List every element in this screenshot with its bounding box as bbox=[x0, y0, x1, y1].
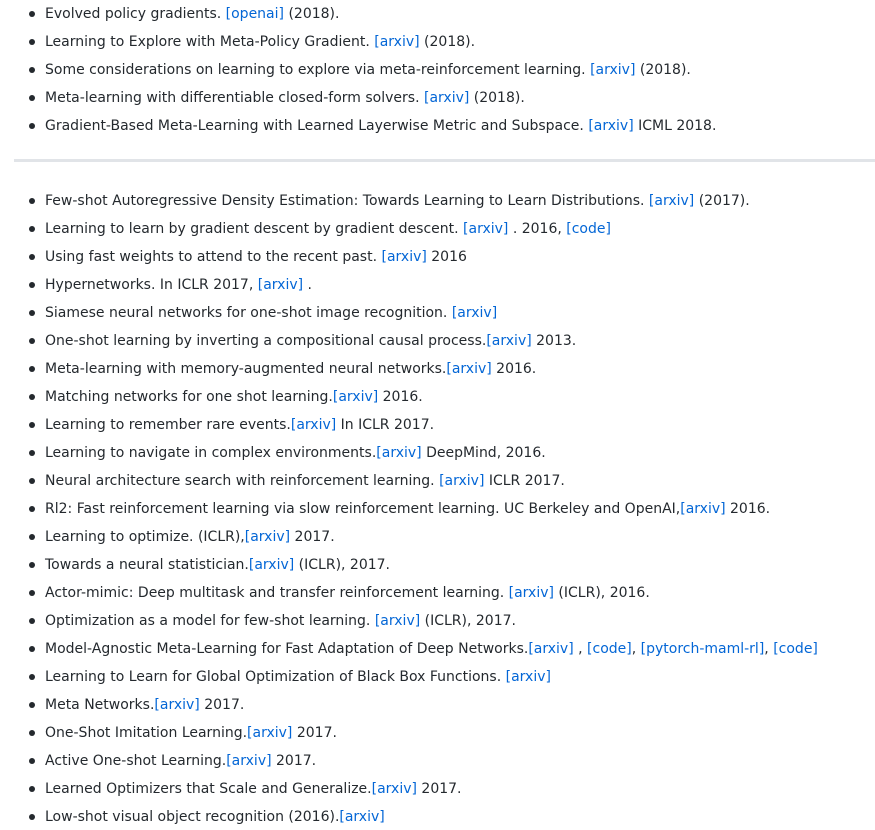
item-text: Meta-learning with differentiable closed-form solvers. bbox=[45, 90, 424, 106]
arxiv-link[interactable]: [arxiv] bbox=[247, 725, 293, 741]
arxiv-link[interactable]: [arxiv] bbox=[226, 753, 272, 769]
list-item bbox=[0, 439, 875, 467]
code-link[interactable]: [code] bbox=[587, 641, 632, 657]
list-item bbox=[0, 243, 875, 271]
list-item bbox=[0, 691, 875, 719]
item-text: (ICLR), 2017. bbox=[294, 557, 391, 573]
item-text: Meta-learning with memory-augmented neural networks. bbox=[45, 361, 447, 377]
item-text: Towards a neural statistician. bbox=[45, 557, 249, 573]
paper-list-bottom bbox=[0, 187, 875, 830]
item-text: (2017). bbox=[694, 193, 750, 209]
list-item bbox=[0, 495, 875, 523]
list-item bbox=[0, 327, 875, 355]
list-item bbox=[0, 803, 875, 830]
code-link[interactable]: [code] bbox=[566, 221, 611, 237]
item-text: Evolved policy gradients. bbox=[45, 6, 226, 22]
arxiv-link[interactable]: [arxiv] bbox=[590, 62, 636, 78]
item-text: Using fast weights to attend to the recent past. bbox=[45, 249, 382, 265]
arxiv-link[interactable]: [arxiv] bbox=[508, 585, 554, 601]
list-item bbox=[0, 187, 875, 215]
arxiv-link[interactable]: [arxiv] bbox=[648, 193, 695, 209]
item-text: Neural architecture search with reinforcement learning. bbox=[45, 473, 440, 489]
item-text: Hypernetworks. In ICLR 2017, bbox=[45, 277, 258, 293]
item-text: 2017. bbox=[271, 753, 317, 769]
list-item bbox=[0, 467, 875, 495]
item-text: Some considerations on learning to explore via meta-reinforcement learning. bbox=[45, 62, 591, 78]
horizontal-rule bbox=[14, 159, 875, 162]
list-item bbox=[0, 271, 875, 299]
arxiv-link[interactable]: [arxiv] bbox=[680, 501, 726, 517]
paper-list-top bbox=[0, 0, 875, 140]
arxiv-link[interactable]: [arxiv] bbox=[374, 34, 420, 50]
arxiv-link[interactable]: [arxiv] bbox=[257, 277, 304, 293]
arxiv-link[interactable]: [arxiv] bbox=[505, 669, 551, 685]
arxiv-link[interactable]: [arxiv] bbox=[332, 389, 379, 405]
arxiv-link[interactable]: [arxiv] bbox=[248, 557, 295, 573]
arxiv-link[interactable]: [arxiv] bbox=[528, 641, 574, 657]
list-item bbox=[0, 607, 875, 635]
list-item bbox=[0, 0, 875, 28]
item-text: In ICLR 2017. bbox=[336, 417, 435, 433]
item-text: , bbox=[764, 641, 774, 657]
list-item bbox=[0, 551, 875, 579]
item-text: Learning to remember rare events. bbox=[45, 417, 291, 433]
item-text: (ICLR), 2017. bbox=[420, 613, 516, 629]
arxiv-link[interactable]: [arxiv] bbox=[588, 118, 634, 134]
list-item bbox=[0, 28, 875, 56]
arxiv-link[interactable]: [arxiv] bbox=[486, 333, 532, 349]
item-text: 2016. bbox=[378, 389, 423, 405]
arxiv-link[interactable]: [arxiv] bbox=[376, 445, 422, 461]
item-text: Few-shot Autoregressive Density Estimation: Towards Learning to Learn Distributions. bbox=[45, 193, 649, 209]
arxiv-link[interactable]: [arxiv] bbox=[381, 249, 427, 265]
arxiv-link[interactable]: [arxiv] bbox=[339, 809, 385, 825]
code-link[interactable]: [code] bbox=[773, 641, 818, 657]
list-item bbox=[0, 635, 875, 663]
list-item bbox=[0, 112, 875, 140]
item-text: Learning to navigate in complex environments. bbox=[45, 445, 377, 461]
list-item bbox=[0, 56, 875, 84]
item-text: 2017. bbox=[199, 697, 245, 713]
item-text: Learning to learn by gradient descent by gradient descent. bbox=[45, 221, 464, 237]
item-text: 2016. bbox=[491, 361, 537, 377]
list-item bbox=[0, 719, 875, 747]
item-text: Model-Agnostic Meta-Learning for Fast Adaptation of Deep Networks. bbox=[45, 641, 529, 657]
pytorch-maml-rl-link[interactable]: [pytorch-maml-rl] bbox=[640, 641, 765, 657]
item-text: One-shot learning by inverting a compositional causal process. bbox=[45, 333, 487, 349]
item-text: One-Shot Imitation Learning. bbox=[45, 725, 248, 741]
item-text: , bbox=[573, 641, 588, 657]
list-item bbox=[0, 355, 875, 383]
item-text: Low-shot visual object recognition (2016). bbox=[45, 809, 340, 825]
item-text: Active One-shot Learning. bbox=[45, 753, 227, 769]
item-text: Gradient-Based Meta-Learning with Learned Layerwise Metric and Subspace. bbox=[45, 118, 589, 134]
arxiv-link[interactable]: [arxiv] bbox=[290, 417, 337, 433]
item-text: Optimization as a model for few-shot learning. bbox=[45, 613, 375, 629]
item-text: DeepMind, 2016. bbox=[421, 445, 546, 461]
arxiv-link[interactable]: [arxiv] bbox=[371, 781, 417, 797]
list-item bbox=[0, 579, 875, 607]
item-text: Meta Networks. bbox=[45, 697, 155, 713]
arxiv-link[interactable]: [arxiv] bbox=[374, 613, 421, 629]
item-text: 2017. bbox=[290, 529, 335, 545]
list-item bbox=[0, 663, 875, 691]
item-text: . bbox=[303, 277, 312, 293]
item-text: . 2016, bbox=[508, 221, 567, 237]
item-text: ICML 2018. bbox=[633, 118, 717, 134]
list-item bbox=[0, 215, 875, 243]
item-text: Siamese neural networks for one-shot image recognition. bbox=[45, 305, 452, 321]
item-text: Rl2: Fast reinforcement learning via slow reinforcement learning. UC Berkeley and OpenAI, bbox=[45, 501, 681, 517]
item-text: Actor-mimic: Deep multitask and transfer reinforcement learning. bbox=[45, 585, 509, 601]
list-item bbox=[0, 775, 875, 803]
item-text: Learned Optimizers that Scale and Generalize. bbox=[45, 781, 372, 797]
arxiv-link[interactable]: [arxiv] bbox=[451, 305, 498, 321]
arxiv-link[interactable]: [arxiv] bbox=[439, 473, 485, 489]
item-text: (ICLR), 2016. bbox=[553, 585, 650, 601]
item-text: , bbox=[631, 641, 641, 657]
item-text: Matching networks for one shot learning. bbox=[45, 389, 333, 405]
item-text: ICLR 2017. bbox=[484, 473, 565, 489]
item-text: 2017. bbox=[292, 725, 337, 741]
item-text: Learning to optimize. (ICLR), bbox=[45, 529, 245, 545]
list-item bbox=[0, 747, 875, 775]
item-text: 2016. bbox=[725, 501, 771, 517]
arxiv-link[interactable]: [arxiv] bbox=[423, 90, 470, 106]
arxiv-link[interactable]: [arxiv] bbox=[463, 221, 509, 237]
item-text: (2018). bbox=[284, 6, 340, 22]
item-text: 2016 bbox=[426, 249, 467, 265]
list-item bbox=[0, 383, 875, 411]
list-item bbox=[0, 84, 875, 112]
item-text: (2018). bbox=[419, 34, 476, 50]
list-item bbox=[0, 523, 875, 551]
arxiv-link[interactable]: [arxiv] bbox=[446, 361, 492, 377]
list-item bbox=[0, 299, 875, 327]
arxiv-link[interactable]: [arxiv] bbox=[244, 529, 291, 545]
list-item bbox=[0, 411, 875, 439]
item-text: 2013. bbox=[531, 333, 577, 349]
item-text: Learning to Learn for Global Optimization of Black Box Functions. bbox=[45, 669, 506, 685]
openai-link[interactable]: [openai] bbox=[225, 6, 284, 22]
item-text: Learning to Explore with Meta-Policy Gradient. bbox=[45, 34, 375, 50]
arxiv-link[interactable]: [arxiv] bbox=[154, 697, 200, 713]
item-text: (2018). bbox=[635, 62, 691, 78]
item-text: 2017. bbox=[416, 781, 462, 797]
item-text: (2018). bbox=[469, 90, 525, 106]
